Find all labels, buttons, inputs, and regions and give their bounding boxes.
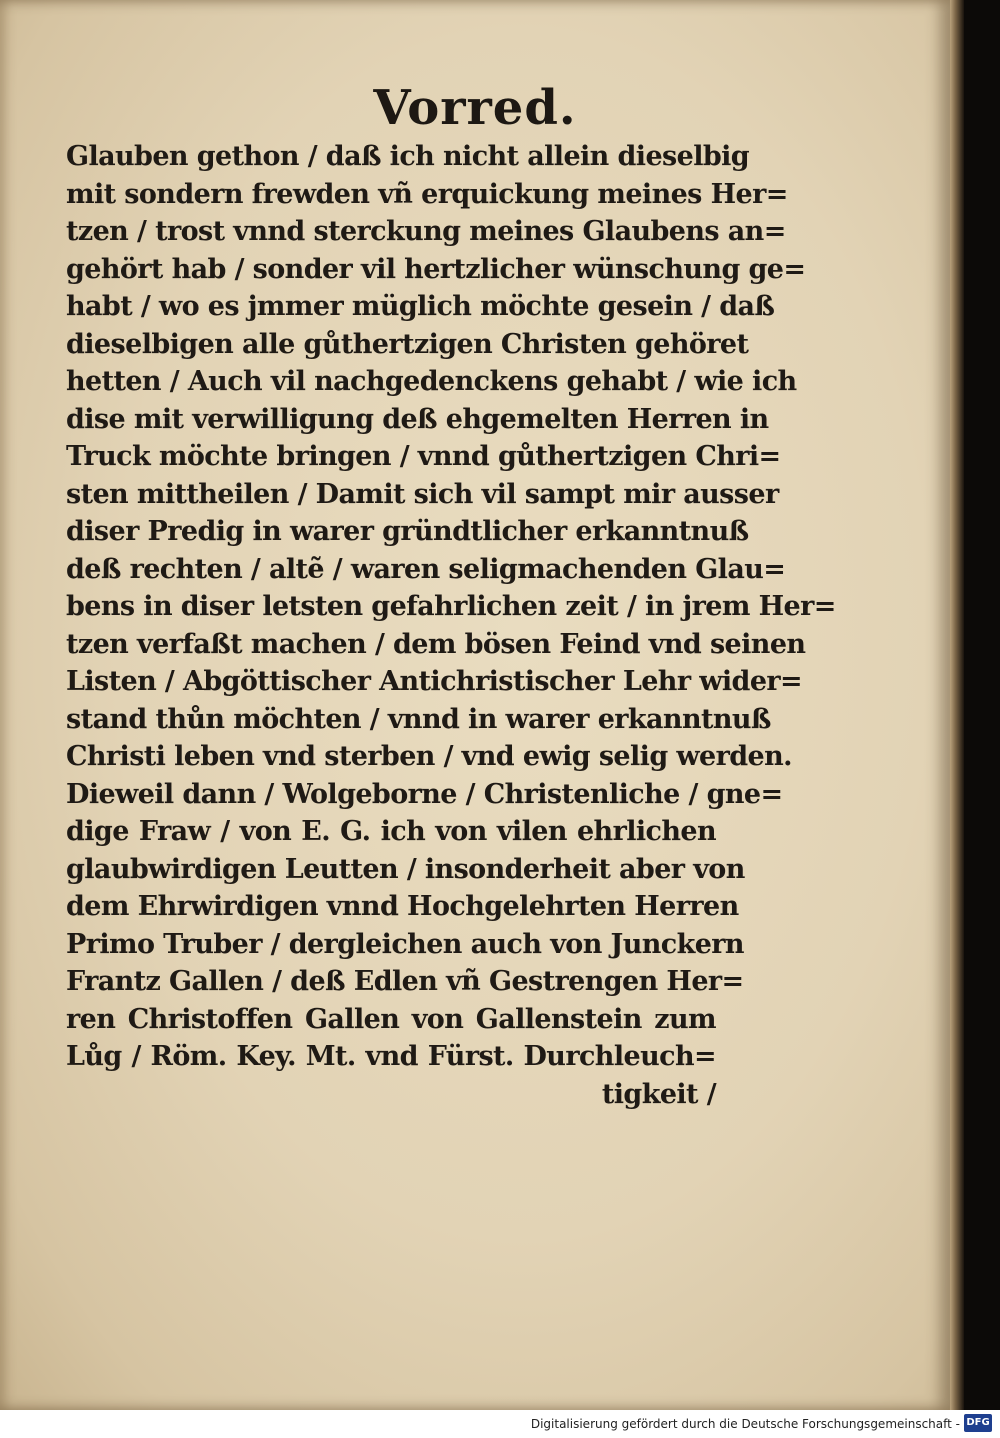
text-line: deß rechten / altẽ / waren seligmachenden Glau= <box>66 553 786 585</box>
text-line: dise mit verwilligung deß ehgemelten Herren in <box>66 403 769 435</box>
text-line: gehört hab / sonder vil hertzlicher wünschung ge= <box>66 253 806 285</box>
page-heading: Vorred. <box>373 80 577 136</box>
body-text <box>66 138 836 1113</box>
text-line: tigkeit / <box>601 1078 716 1110</box>
text-line: dige Fraw / von E. G. ich von vilen ehrlichen <box>66 816 716 847</box>
text-line: Truck möchte bringen / vnnd gůthertzigen Chri= <box>66 441 781 472</box>
text-line: bens in diser letsten gefahrlichen zeit / in jrem Her= <box>66 591 836 622</box>
text-line: stand thůn möchten / vnnd in warer erkanntnuß <box>66 703 771 735</box>
text-line: dieselbigen alle gůthertzigen Christen gehöret <box>66 328 749 360</box>
text-line: diser Predig in warer gründtlicher erkanntnuß <box>66 516 749 547</box>
dfg-logo-icon: DFG <box>964 1414 992 1432</box>
text-line: glaubwirdigen Leutten / insonderheit aber von <box>66 853 745 885</box>
text-line: Listen / Abgöttischer Antichristischer Lehr wider= <box>66 666 803 697</box>
text-line: hetten / Auch vil nachgedenckens gehabt / wie ich <box>66 366 797 397</box>
text-line: ren Christoffen Gallen von Gallenstein zum <box>66 1003 716 1035</box>
funding-credit: Digitalisierung gefördert durch die Deutsche Forschungsgemeinschaft - <box>530 1417 960 1431</box>
text-line: tzen / trost vnnd sterckung meines Glaubens an= <box>66 216 786 247</box>
text-line: Christi leben vnd sterben / vnd ewig selig werden. <box>66 741 792 772</box>
text-line: Glauben gethon / daß ich nicht allein dieselbig <box>66 141 750 172</box>
page-edge <box>950 0 964 1410</box>
text-line: Dieweil dann / Wolgeborne / Christenliche / gne= <box>66 778 783 810</box>
text-line: sten mittheilen / Damit sich vil sampt mir ausser <box>66 478 779 510</box>
text-line: habt / wo es jmmer müglich möchte gesein / daß <box>66 291 775 322</box>
text-line: Frantz Gallen / deß Edlen vñ Gestrengen Her= <box>66 966 744 997</box>
text-line: dem Ehrwirdigen vnnd Hochgelehrten Herren <box>66 891 739 922</box>
text-line: mit sondern frewden vñ erquickung meines Her= <box>66 178 788 210</box>
text-line: Primo Truber / dergleichen auch von Junckern <box>66 928 744 960</box>
text-line: Lůg / Röm. Key. Mt. vnd Fürst. Durchleuch= <box>66 1041 716 1072</box>
text-line: tzen verfaßt machen / dem bösen Feind vnd seinen <box>66 628 806 660</box>
